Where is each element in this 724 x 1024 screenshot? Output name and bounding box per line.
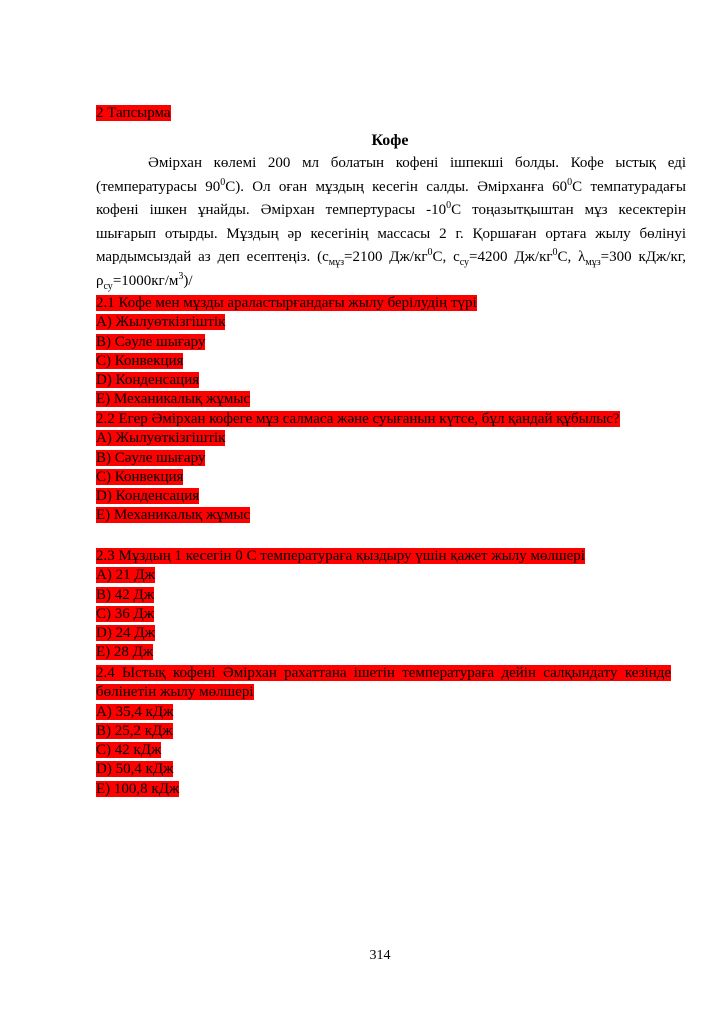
answer-option: B) Сәуле шығару	[96, 333, 206, 350]
question-block	[96, 294, 671, 410]
answer-option: E) 100,8 кДж	[96, 780, 180, 797]
answer-option: B) Сәуле шығару	[96, 449, 206, 466]
answer-option: С) 42 кДж	[96, 742, 162, 759]
page-number: 314	[369, 948, 391, 963]
question-text: 2.2 Егер Әмірхан кофеге мұз салмаса және суығанын күтсе, бұл қандай құбылыс?	[96, 411, 620, 427]
answer-option: B) 42 Дж	[96, 586, 155, 603]
answer-option: D) Конденсация	[96, 488, 200, 505]
question-block	[96, 664, 671, 799]
answer-option: E) Механикалық жұмыс	[96, 391, 251, 408]
question-block	[96, 547, 671, 663]
answer-option: А) 21 Дж	[96, 567, 155, 584]
task-label	[96, 104, 171, 123]
intro-paragraph: Әмірхан көлемі 200 мл болатын кофені ішпекші болды. Кофе ыстық еді (температурасы $90^0С$). Ол оған мұздың кесегін салды. Әмірханға $60^0С$ темпатурадағы кофені ішкен ұнайды. Әмірхан темпертурасы $-10^0С$ тоңазытқыштан мұз кесектерін шығарып отырды. Мұздың әр кесегінің массасы 2 г. Қоршаған ортаға жылу бөлінуі мардымсыздай аз деп есептеңіз. ($с_{мұз}=2100$ $Дж/кг^0С$, $с_{су}=4200$ $Дж/кг^0С$, $\lambda_{мұз}=300$ кДж/кг, $\rho_{су}=1000кг/м^3)/$	[96, 155, 687, 292]
answer-option: А) Жылуөткізгіштік	[96, 314, 226, 331]
answer-option: С) 36 Дж	[96, 605, 155, 622]
answer-option: E) Механикалық жұмыс	[96, 507, 251, 524]
answer-option: С) Конвекция	[96, 352, 184, 369]
answer-option: D) Конденсация	[96, 372, 200, 389]
answer-option: D) 24 Дж	[96, 625, 155, 642]
answer-option: D) 50,4 кДж	[96, 761, 174, 778]
question-text: 2.1 Кофе мен мұзды араластырғандағы жылу берілудің түрі	[96, 295, 477, 311]
answer-option: А) Жылуөткізгіштік	[96, 430, 226, 447]
question-text: 2.4 Ыстық кофені Әмірхан рахаттана ішетін температураға дейін салқындату кезінде бөлінетін жылу мөлшері	[96, 665, 671, 701]
question-block	[96, 410, 671, 526]
answer-option: С) Конвекция	[96, 468, 184, 485]
question-text: 2.3 Мұздың 1 кесегін 0 С температураға қыздыру үшін қажет жылу мөлшері	[96, 548, 585, 564]
document-title: Кофе	[371, 132, 409, 149]
answer-option: А) 35,4 кДж	[96, 703, 174, 720]
task-label-text: 2 Тапсырма	[96, 105, 171, 121]
answer-option: B) 25,2 кДж	[96, 722, 173, 739]
answer-option: E) 28 Дж	[96, 644, 154, 661]
